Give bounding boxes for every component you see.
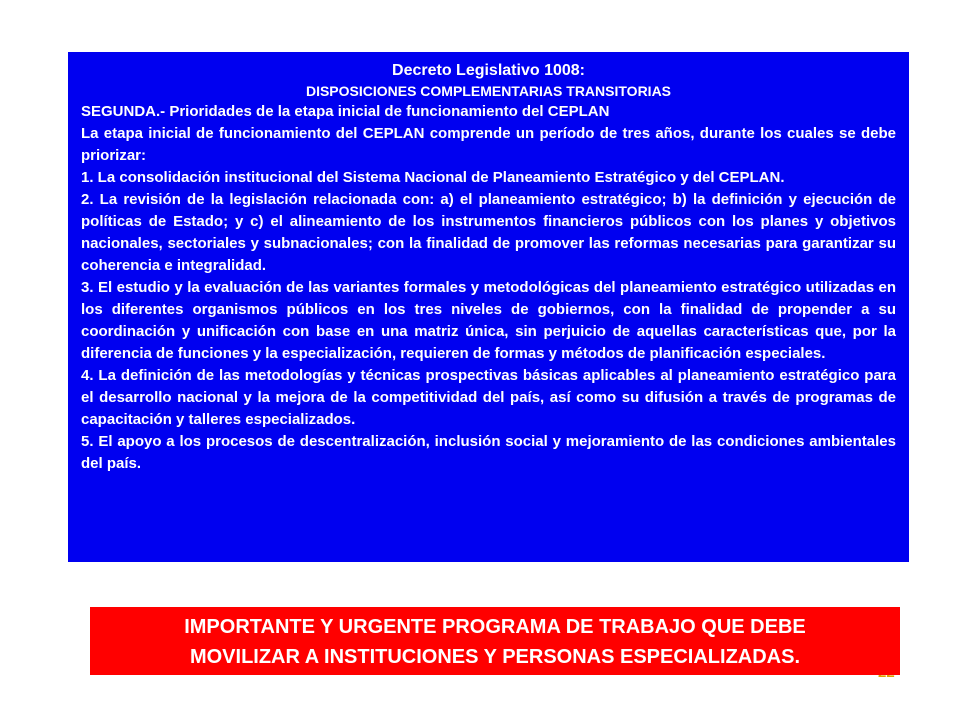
decree-item-2: 2. La revisión de la legislación relacionada con: a) el planeamiento estratégico; b) la definición y ejecución de políticas de Estado; y c) el alineamiento de los instrumentos financieros públicos con los planes y objetivos nacionales, sectoriales y subnacionales; con la finalidad de promover las reformas necesarias para garantizar su coherencia e integralidad. [81, 191, 896, 274]
urgent-callout [90, 607, 900, 675]
decree-item-1: 1. La consolidación institucional del Sistema Nacional de Planeamiento Estratégico y del CEPLAN. [81, 169, 785, 186]
decree-text-box [68, 52, 909, 562]
decree-item-4: 4. La definición de las metodologías y técnicas prospectivas básicas aplicables al planeamiento estratégico para el desarrollo nacional y la mejora de la competitividad del país, así como su difusión a través de programas de capacitación y talleres especializados. [81, 367, 896, 428]
callout-line-1: IMPORTANTE Y URGENTE PROGRAMA DE TRABAJO QUE DEBE [184, 616, 806, 638]
decree-subtitle: DISPOSICIONES COMPLEMENTARIAS TRANSITORIAS [305, 83, 672, 99]
decree-item-5: 5. El apoyo a los procesos de descentralización, inclusión social y mejoramiento de las condiciones ambientales del país. [81, 433, 896, 472]
decree-title: Decreto Legislativo 1008: [392, 62, 585, 79]
decree-heading: SEGUNDA.- Prioridades de la etapa inicial de funcionamiento del CEPLAN [81, 103, 610, 120]
decree-item-3: 3. El estudio y la evaluación de las variantes formales y metodológicas del planeamiento estratégico utilizadas en los diferentes organismos públicos en los tres niveles de gobiernos, con la finalidad de propender a su coordinación y unificación con base en una matriz única, sin perjuicio de aquellas características que, por la diferencia de funciones y la especialización, requieren de formas y métodos de planificación especiales. [81, 279, 896, 362]
decree-intro: La etapa inicial de funcionamiento del CEPLAN comprende un período de tres años, durante los cuales se debe priorizar: [81, 125, 896, 164]
callout-line-2: MOVILIZAR A INSTITUCIONES Y PERSONAS ESPECIALIZADAS. [189, 646, 801, 668]
